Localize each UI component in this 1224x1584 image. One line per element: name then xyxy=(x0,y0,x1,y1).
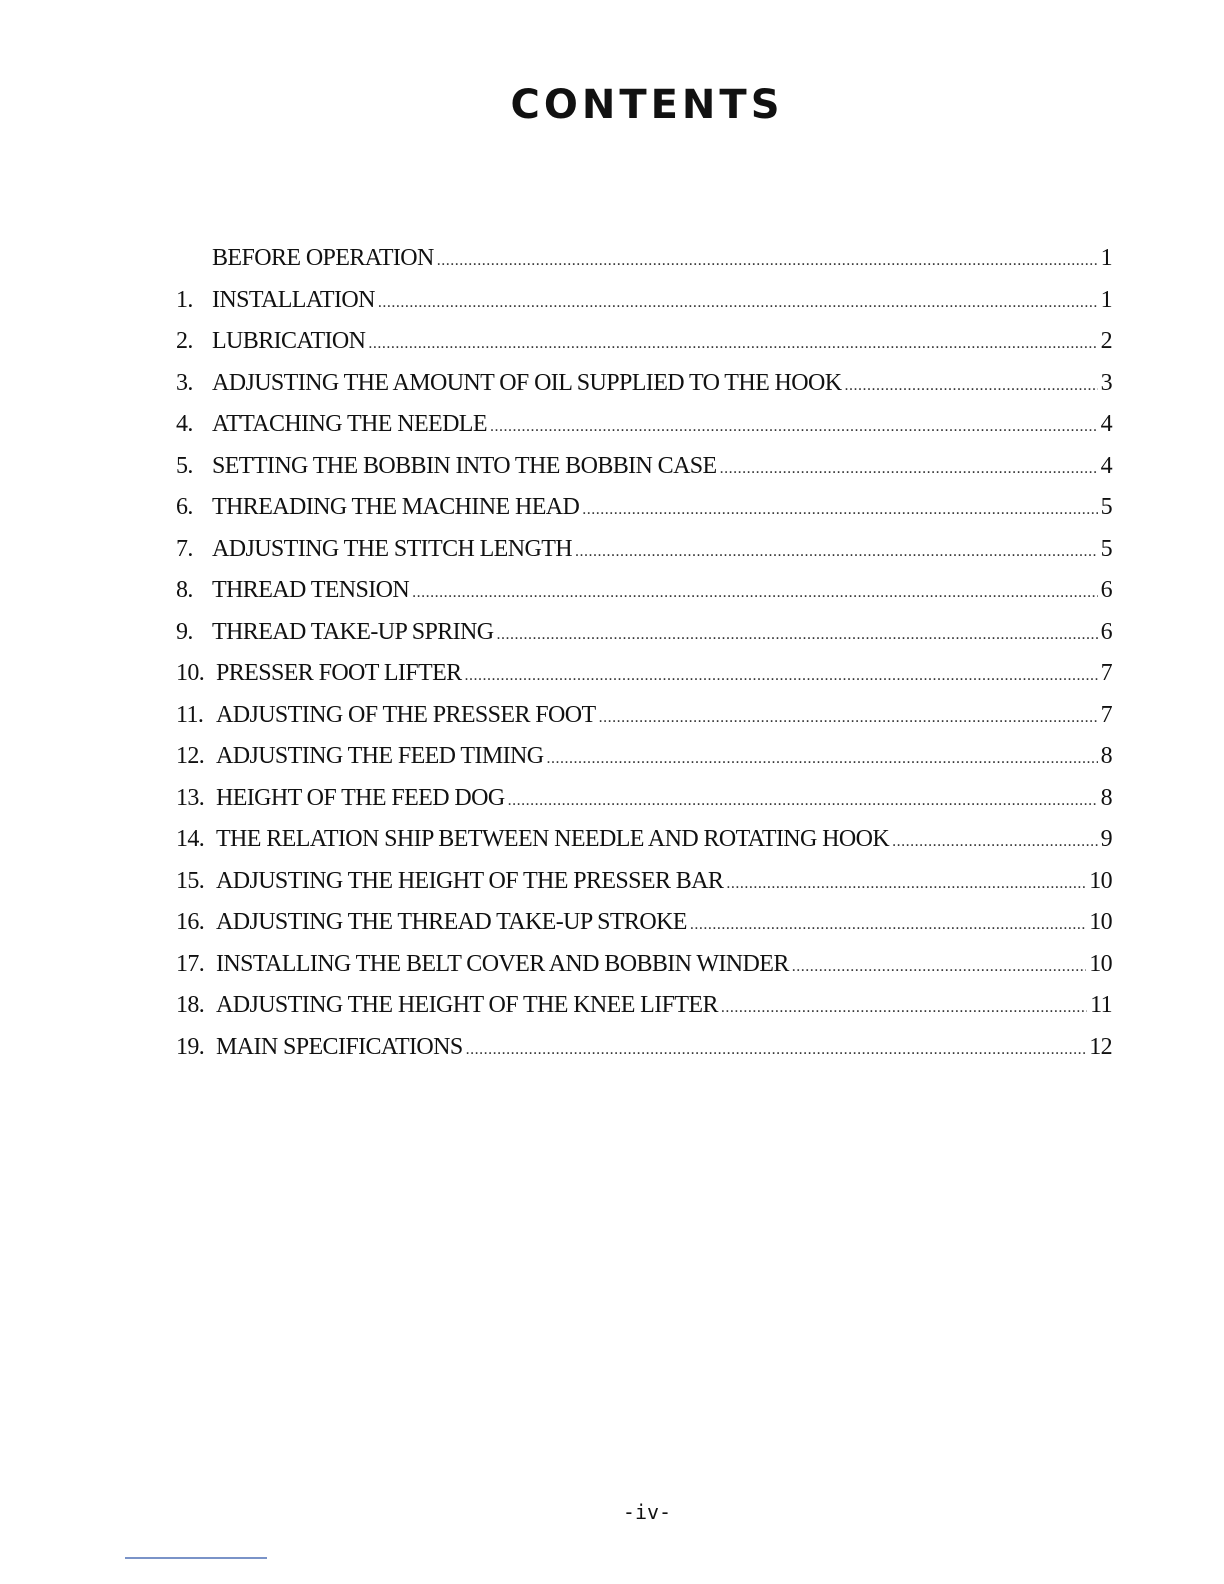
toc-entry-title: THREAD TENSION xyxy=(212,577,410,603)
toc-entry-number: 19. xyxy=(176,1033,205,1060)
toc-entry xyxy=(176,446,1112,488)
toc-entry-page: 7 xyxy=(1100,701,1112,728)
toc-entry-title: ADJUSTING THE HEIGHT OF THE PRESSER BAR xyxy=(216,867,724,894)
toc-entry-number: 12. xyxy=(176,743,205,769)
toc-entry-page: 1 xyxy=(1100,286,1112,313)
toc-entry-number: 17. xyxy=(176,950,205,977)
toc-entry-number: 14. xyxy=(176,826,205,852)
dot-leader xyxy=(892,821,1097,863)
toc-entry-title: THE RELATION SHIP BETWEEN NEEDLE AND ROTATING HOOK xyxy=(216,826,890,852)
toc-entry-page: 2 xyxy=(1100,328,1112,354)
toc-entry-title: ATTACHING THE NEEDLE xyxy=(212,411,487,437)
toc-entry-title: THREADING THE MACHINE HEAD xyxy=(212,494,580,520)
toc-entry xyxy=(176,695,1112,737)
dot-leader xyxy=(465,655,1098,697)
dot-leader xyxy=(508,780,1098,822)
dot-leader xyxy=(437,240,1098,282)
toc-entry xyxy=(176,1027,1112,1069)
toc-entry-title: HEIGHT OF THE FEED DOG xyxy=(216,784,505,811)
toc-entry-number: 9. xyxy=(176,618,193,645)
toc-entry-number: 6. xyxy=(176,494,193,520)
toc-entry xyxy=(176,570,1112,612)
toc-entry xyxy=(176,861,1112,903)
toc-entry-number: 3. xyxy=(176,369,193,396)
toc-entry-title: BEFORE OPERATION xyxy=(212,245,434,271)
dot-leader xyxy=(412,572,1097,614)
toc-entry-page: 5 xyxy=(1100,535,1112,562)
toc-entry xyxy=(176,280,1112,322)
toc-entry-title: ADJUSTING THE STITCH LENGTH xyxy=(212,535,572,562)
dot-leader xyxy=(378,282,1098,324)
toc-entry-title: INSTALLATION xyxy=(212,286,375,313)
dot-leader xyxy=(720,448,1098,490)
dot-leader xyxy=(792,946,1086,988)
toc-entry-number: 2. xyxy=(176,328,193,354)
toc-entry-page: 8 xyxy=(1100,784,1112,811)
toc-entry xyxy=(176,238,1112,280)
toc-entry-page: 10 xyxy=(1089,867,1112,894)
toc-entry-title: INSTALLING THE BELT COVER AND BOBBIN WINDER xyxy=(216,950,789,977)
toc-entry-number: 4. xyxy=(176,411,193,437)
toc-entry-number: 15. xyxy=(176,867,205,894)
toc-entry-number: 8. xyxy=(176,577,193,603)
toc-entry-number: 18. xyxy=(176,992,205,1018)
dot-leader xyxy=(599,697,1098,739)
dot-leader xyxy=(368,323,1097,365)
toc-entry-number: 10. xyxy=(176,660,205,686)
toc-entry-number: 1. xyxy=(176,286,193,313)
toc-entry-title: ADJUSTING THE FEED TIMING xyxy=(216,743,544,769)
dot-leader xyxy=(690,904,1086,946)
dot-leader xyxy=(497,614,1098,656)
toc-entry xyxy=(176,819,1112,861)
toc-entry-page: 9 xyxy=(1100,826,1112,852)
toc-entry xyxy=(176,487,1112,529)
toc-entry xyxy=(176,404,1112,446)
toc-entry-title: ADJUSTING THE THREAD TAKE-UP STROKE xyxy=(216,909,687,935)
toc-entry-page: 10 xyxy=(1089,950,1112,977)
toc-entry-title: SETTING THE BOBBIN INTO THE BOBBIN CASE xyxy=(212,452,717,479)
scan-edge-mark xyxy=(125,1557,267,1559)
dot-leader xyxy=(582,489,1097,531)
dot-leader xyxy=(726,863,1086,905)
toc-entry-number: 7. xyxy=(176,535,193,562)
toc-entry-page: 8 xyxy=(1100,743,1112,769)
toc-entry xyxy=(176,944,1112,986)
dot-leader xyxy=(721,987,1087,1029)
toc-entry xyxy=(176,653,1112,695)
toc-entry-title: ADJUSTING THE HEIGHT OF THE KNEE LIFTER xyxy=(216,992,718,1018)
page-title: CONTENTS xyxy=(510,82,784,128)
toc-entry-page: 11 xyxy=(1090,992,1112,1018)
toc-entry xyxy=(176,612,1112,654)
toc-entry-page: 4 xyxy=(1100,452,1112,479)
toc-entry-page: 5 xyxy=(1100,494,1112,520)
toc-entry-page: 3 xyxy=(1100,369,1112,396)
page-number: -iv- xyxy=(622,1500,672,1524)
toc-entry-title: THREAD TAKE-UP SPRING xyxy=(212,618,494,645)
toc-entry-page: 4 xyxy=(1100,411,1112,437)
toc-entry-page: 7 xyxy=(1100,660,1112,686)
toc-entry xyxy=(176,985,1112,1027)
toc-entry-page: 6 xyxy=(1100,577,1112,603)
toc-entry-title: ADJUSTING OF THE PRESSER FOOT xyxy=(216,701,596,728)
table-of-contents xyxy=(176,238,1112,1068)
toc-entry-number: 11. xyxy=(176,701,204,728)
dot-leader xyxy=(575,531,1098,573)
toc-entry-page: 6 xyxy=(1100,618,1112,645)
toc-entry-number: 5. xyxy=(176,452,193,479)
toc-entry-page: 12 xyxy=(1089,1033,1112,1060)
toc-entry-page: 1 xyxy=(1100,245,1112,271)
toc-entry xyxy=(176,529,1112,571)
toc-entry xyxy=(176,363,1112,405)
toc-entry-title: ADJUSTING THE AMOUNT OF OIL SUPPLIED TO THE HOOK xyxy=(212,369,842,396)
toc-entry-title: LUBRICATION xyxy=(212,328,366,354)
toc-entry xyxy=(176,778,1112,820)
toc-entry-number: 13. xyxy=(176,784,205,811)
toc-entry xyxy=(176,902,1112,944)
toc-entry-title: MAIN SPECIFICATIONS xyxy=(216,1033,463,1060)
toc-entry xyxy=(176,321,1112,363)
dot-leader xyxy=(466,1029,1087,1071)
dot-leader xyxy=(546,738,1097,780)
dot-leader xyxy=(490,406,1098,448)
toc-entry-number: 16. xyxy=(176,909,205,935)
toc-entry xyxy=(176,736,1112,778)
toc-entry-title: PRESSER FOOT LIFTER xyxy=(216,660,462,686)
dot-leader xyxy=(844,365,1097,407)
toc-entry-page: 10 xyxy=(1089,909,1112,935)
